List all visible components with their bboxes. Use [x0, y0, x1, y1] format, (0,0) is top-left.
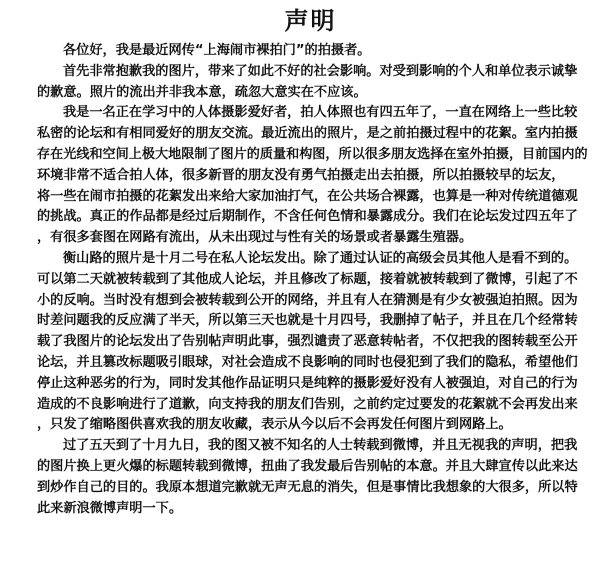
body-line: 造成的不良影响进行了道歉，向支持我的朋友们告别，之前约定过要发的花絮就不会再发出来 — [37, 396, 578, 412]
body-line: 环境非常不适合拍人体，很多新晋的朋友没有勇气拍摄走出去拍摄，所以拍摄较早的坛友， — [37, 167, 565, 183]
body-line: ，有很多套图在网路有流出，从未出现过与性有关的场景或者暴露生殖器。 — [37, 230, 473, 246]
body-line: 各位好，我是最近网传“上海闹市裸拍门”的拍摄者。 — [63, 43, 371, 58]
body-line: 过了五天到了十月九日，我的图又被不知名的人士转载到微博，并且无视我的声明，把我 — [63, 438, 578, 454]
body-line: 私密的论坛和有相同爱好的朋友交流。最近流出的照片，是之前拍摄过程中的花絮。室内拍摄 — [37, 126, 578, 142]
body-line: 存在光线和空间上极大地限制了图片的质量和构图，所以很多朋友选择在室外拍摄，目前国内的 — [37, 146, 588, 162]
body-line: 我是一名正在学习中的人体摄影爱好者，拍人体照也有四五年了，一直在网络上一些比较 — [63, 105, 578, 121]
body-line: 到炒作自己的目的。我原本想道完歉就无声无息的消失，但是事情比我想象的大很多，所以特 — [37, 479, 578, 495]
body-line: 时差问题我的反应满了半天，所以第三天也就是十月四号，我删掉了帖子，并且在几个经常转 — [37, 313, 578, 329]
body-line: 衡山路的照片是十月二号在私人论坛发出。除了通过认证的高级会员其他人是看不到的。 — [63, 250, 578, 266]
body-line: 论坛，并且篡改标题吸引眼球，对社会造成不良影响的同时也侵犯到了我们的隐私，希望他们 — [37, 354, 578, 370]
body-line: 的图片换上更火爆的标题转载到微博，扭曲了我发最后告别帖的本意。并且大肆宣传以此来达 — [37, 458, 578, 474]
body-line: 停止这种恶劣的行为，同时发其他作品证明只是纯粹的摄影爱好没有人被强迫，对自己的行为 — [37, 375, 578, 391]
body-line: 将一些在闹市拍摄的花絮发出来给大家加油打气，在公共场合裸露，也算是一种对传统道德观 — [37, 188, 578, 204]
body-line: ，只发了缩略图供喜欢我的朋友收藏，表示从今以后不会再发任何图片到网路上。 — [37, 417, 512, 433]
document-title: 声明 — [284, 7, 337, 35]
body-line: 此来新浪微博声明一下。 — [37, 500, 183, 516]
body-line: 小的反响。当时没有想到会被转载到公开的网络，并且有人在猜测是有少女被强迫拍照。因为 — [37, 292, 578, 308]
body-line: 的挑战。真正的作品都是经过后期制作，不含任何色情和暴露成分。我们在论坛发过四五年了 — [37, 209, 578, 225]
body-line: 的歉意。照片的流出并非我本意，疏忽大意实在不应该。 — [37, 84, 367, 100]
body-line: 可以第二天就被转载到了其他成人论坛，并且修改了标题，接着就被转载到了微博，引起了不 — [37, 271, 578, 287]
body-line: 载了我图片的论坛发出了告别帖声明此事，强烈谴责了恶意转帖者，不仅把我的图转载至公开 — [37, 334, 578, 350]
document-body — [37, 41, 588, 519]
body-line: 首先非常抱歉我的图片，带来了如此不好的社会影响。对受到影响的个人和单位表示诚挚 — [63, 63, 578, 79]
